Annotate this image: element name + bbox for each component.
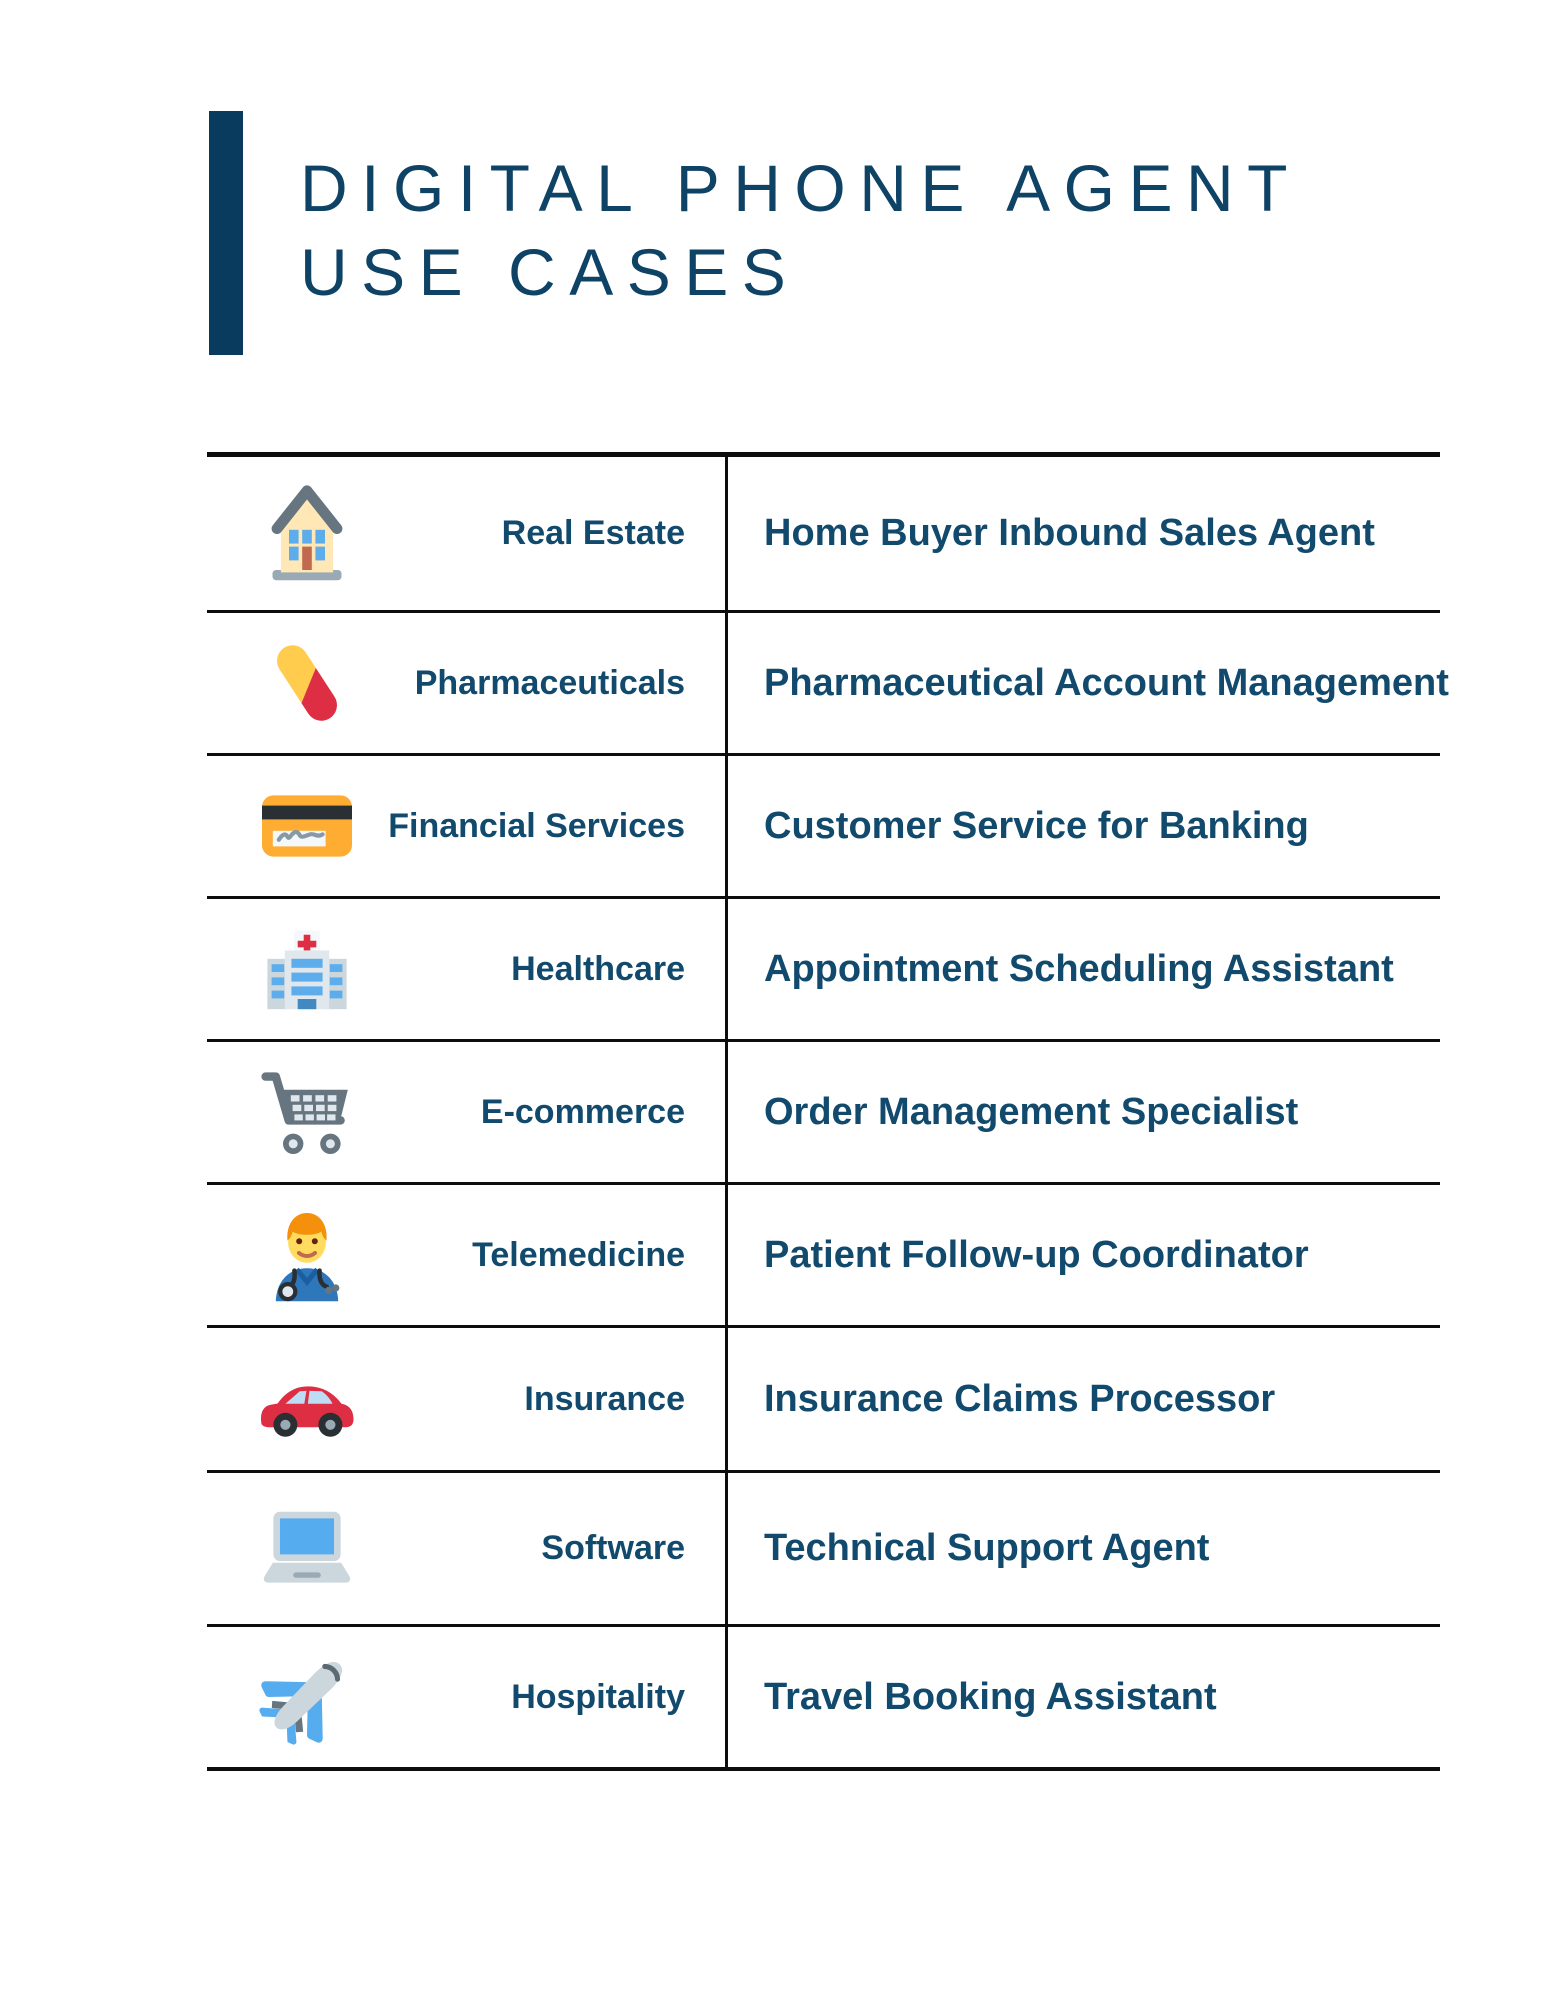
industry-label: Insurance [524, 1379, 685, 1418]
use-case-cell [728, 1627, 1440, 1767]
use-cases-table [207, 452, 1449, 1771]
table-row [207, 899, 1440, 1042]
industry-label: Hospitality [511, 1677, 685, 1716]
use-case-text: Customer Service for Banking [764, 804, 1309, 847]
industry-cell [207, 1328, 728, 1470]
use-case-cell [728, 457, 1440, 610]
industry-label: Financial Services [388, 806, 685, 845]
shopping-cart-icon [253, 1058, 361, 1166]
table-row [207, 1473, 1440, 1627]
industry-cell [207, 613, 728, 753]
use-case-text: Appointment Scheduling Assistant [764, 947, 1394, 990]
industry-label: Telemedicine [472, 1235, 685, 1274]
use-case-cell [728, 613, 1457, 753]
use-case-text: Order Management Specialist [764, 1090, 1299, 1133]
table-row [207, 1328, 1440, 1473]
use-case-cell [728, 1042, 1440, 1182]
use-case-cell [728, 1473, 1440, 1624]
industry-cell [207, 457, 728, 610]
car-icon [253, 1345, 361, 1453]
industry-label: Healthcare [511, 949, 685, 988]
page-title-line2: USE CASES [300, 235, 800, 309]
page-title-line1: DIGITAL PHONE AGENT [300, 151, 1301, 225]
industry-label: Pharmaceuticals [414, 663, 685, 702]
pill-icon [253, 629, 361, 737]
use-case-text: Pharmaceutical Account Management [764, 661, 1449, 704]
use-case-text: Patient Follow-up Coordinator [764, 1233, 1309, 1276]
table-row [207, 756, 1440, 899]
credit-card-icon [253, 772, 361, 880]
use-case-text: Home Buyer Inbound Sales Agent [764, 512, 1375, 554]
industry-label: Real Estate [501, 514, 685, 552]
laptop-icon [253, 1495, 361, 1603]
industry-cell [207, 1185, 728, 1325]
industry-label: Software [541, 1529, 685, 1567]
use-case-cell [728, 899, 1440, 1039]
page-title [300, 146, 1301, 314]
use-case-cell [728, 756, 1440, 896]
use-case-cell [728, 1328, 1440, 1470]
industry-cell [207, 899, 728, 1039]
industry-cell [207, 1042, 728, 1182]
table-row [207, 1185, 1440, 1328]
use-case-text: Technical Support Agent [764, 1527, 1210, 1569]
table-row [207, 1042, 1440, 1185]
airplane-icon [253, 1643, 361, 1751]
use-case-cell [728, 1185, 1440, 1325]
health-worker-icon [253, 1201, 361, 1309]
use-case-text: Insurance Claims Processor [764, 1377, 1276, 1420]
table-row [207, 613, 1449, 756]
use-case-text: Travel Booking Assistant [764, 1675, 1217, 1718]
title-accent-bar [209, 111, 243, 355]
hospital-icon [253, 915, 361, 1023]
industry-cell [207, 1627, 728, 1767]
table-row [207, 457, 1440, 613]
industry-label: E-commerce [480, 1092, 685, 1131]
industry-cell [207, 1473, 728, 1624]
table-row [207, 1627, 1440, 1771]
industry-cell [207, 756, 728, 896]
house-icon [253, 480, 361, 588]
